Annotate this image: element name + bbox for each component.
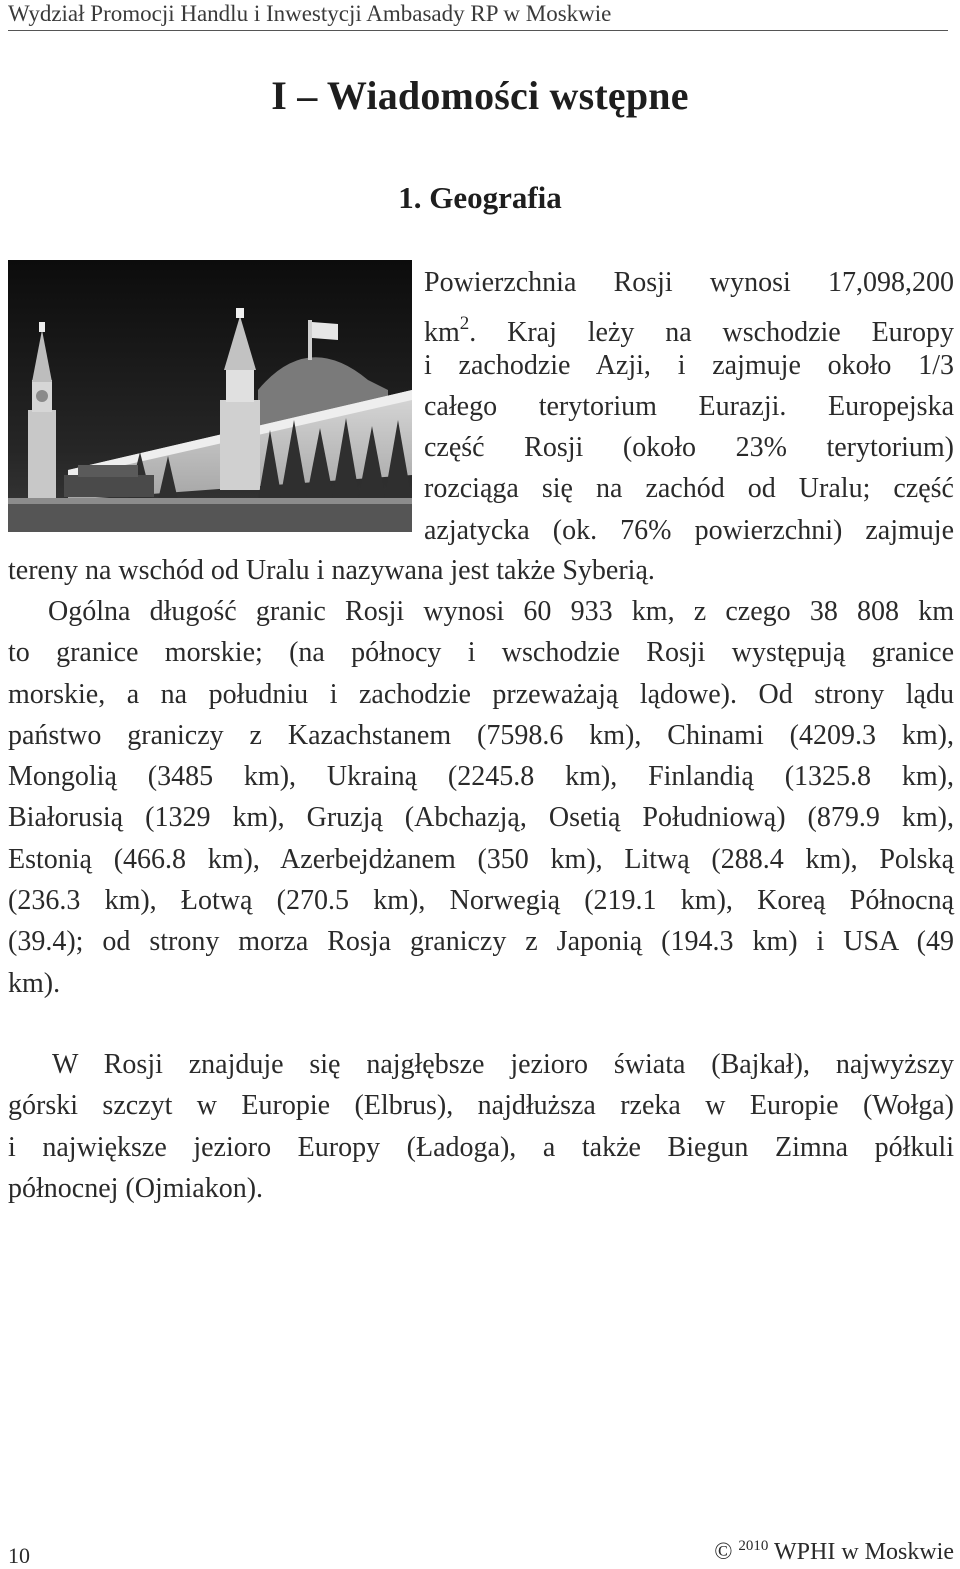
text-line: (39.4); od strony morza Rosja graniczy z Japonią (194.3 km) i USA (49	[8, 926, 954, 958]
text-line: morskie, a na południu i zachodzie przeważają lądowe). Od strony lądu	[8, 678, 954, 710]
text-line: azjatycka (ok. 76% powierzchni) zajmuje	[424, 514, 954, 546]
text-line: Ogólna długość granic Rosji wynosi 60 933 km, z czego 38 808 km	[48, 596, 954, 627]
text-line: Białorusią (1329 km), Gruzją (Abchazją, Osetią Południową) (879.9 km),	[8, 802, 954, 834]
superscript-2: 2	[459, 313, 470, 335]
running-header: Wydział Promocji Handlu i Inwestycji Ambasady RP w Moskwie	[8, 0, 948, 31]
paragraph-1-tail	[8, 550, 954, 591]
text-line: i największe jezioro Europy (Ładoga), a także Biegun Zimna półkuli	[8, 1131, 954, 1163]
text-line: Mongolią (3485 km), Ukrainą (2245.8 km), Finlandią (1325.8 km),	[8, 761, 954, 793]
copyright-notice	[714, 1538, 954, 1566]
text-line: km).	[8, 967, 61, 999]
copyright-year: 2010	[738, 1538, 769, 1554]
text-line: całego terytorium Eurazji. Europejska	[424, 390, 954, 422]
text-line: państwo graniczy z Kazachstanem (7598.6 km), Chinami (4209.3 km),	[8, 719, 954, 751]
copyright-icon: ©	[714, 1539, 733, 1565]
text-line: północnej (Ojmiakon).	[8, 1172, 264, 1204]
text-line: rozciąga się na zachód od Uralu; część	[424, 473, 954, 505]
page-number: 10	[8, 1543, 30, 1568]
unit-km: km	[424, 317, 460, 349]
publisher-name: WPHI w Moskwie	[774, 1539, 954, 1565]
paragraph-1-wrapped	[424, 262, 954, 551]
kremlin-photo	[8, 260, 412, 532]
text-line	[424, 303, 954, 349]
chapter-title: I – Wiadomości wstępne	[271, 73, 689, 118]
text-line: górski szczyt w Europie (Elbrus), najdłuższa rzeka w Europie (Wołga)	[8, 1090, 954, 1122]
text-line: część Rosji (około 23% terytorium)	[424, 432, 954, 464]
text-line: tereny na wschód od Uralu i nazywana jest także Syberią.	[8, 555, 655, 586]
paragraph-3	[8, 1044, 954, 1209]
text-segment: . Kraj leży na wschodzie Europy	[469, 317, 954, 349]
text-line: to granice morskie; (na północy i wschodzie Rosji występują granice	[8, 637, 954, 669]
text-line: Powierzchnia Rosji wynosi 17,098,200	[424, 267, 954, 298]
section-title: 1. Geografia	[398, 180, 562, 215]
text-line: i zachodzie Azji, i zajmuje około 1/3	[424, 349, 954, 381]
text-line: W Rosji znajduje się najgłębsze jezioro świata (Bajkał), najwyższy	[52, 1049, 954, 1080]
kremlin-red-square-photo-icon	[8, 260, 412, 532]
text-line: Estonią (466.8 km), Azerbejdżanem (350 km), Litwą (288.4 km), Polską	[8, 843, 954, 875]
text-line: (236.3 km), Łotwą (270.5 km), Norwegią (219.1 km), Koreą Północną	[8, 885, 954, 917]
paragraph-2	[8, 591, 954, 1004]
